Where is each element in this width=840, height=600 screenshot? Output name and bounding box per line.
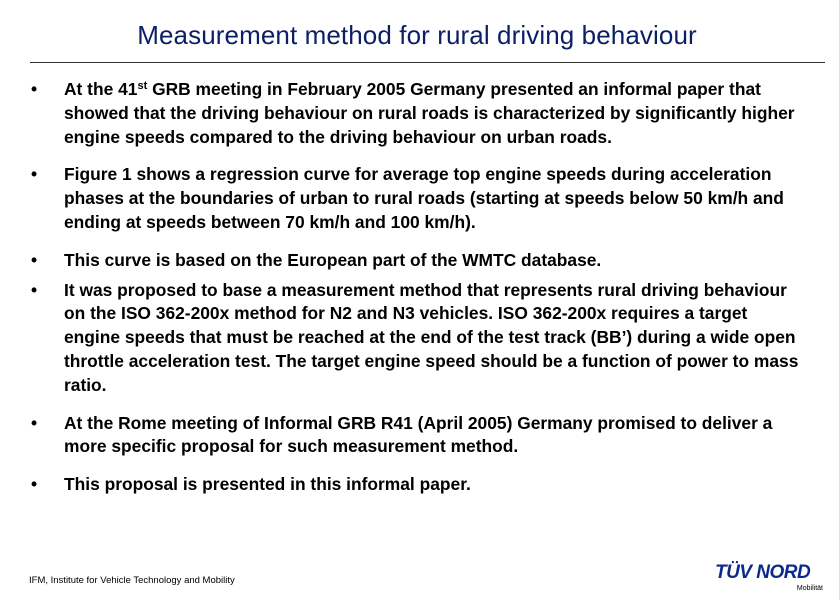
bullet-icon: • bbox=[31, 474, 38, 495]
bullet-text-1-superscript: st bbox=[137, 80, 148, 92]
bullet-text-1-pre: At the 41 bbox=[64, 79, 138, 99]
bullet-item-4 bbox=[31, 279, 803, 398]
logo-wordmark: TÜV NORD bbox=[715, 562, 811, 583]
bullet-text-5: At the Rome meeting of Informal GRB R41 (April 2005) Germany promised to deliver a more specific proposal for such measurement method. bbox=[64, 412, 773, 457]
bullet-icon: • bbox=[31, 79, 38, 99]
bullet-icon: • bbox=[31, 412, 38, 433]
slide-title: Measurement method for rural driving behaviour bbox=[137, 20, 697, 50]
bullet-text-4: It was proposed to base a measurement method that represents rural driving behaviour on the ISO 362-200x method for N2 and N3 vehicles. ISO 362-200x requires a target engine speeds that must be reached at the end of the test track (BB’) during a wide open throttle acceleration test. The target engine speed should be a function of power to mass ratio. bbox=[64, 279, 799, 395]
bullet-text-3: This curve is based on the European part of the WMTC database. bbox=[64, 249, 602, 270]
bullet-text-1-post: GRB meeting in February 2005 Germany presented an informal paper that showed that the driving behaviour on rural roads is characterized by significantly higher engine speeds compared to the driving behaviour on urban roads. bbox=[64, 79, 795, 147]
bullet-item-1 bbox=[31, 78, 803, 149]
bullet-item-6 bbox=[31, 473, 803, 497]
bullet-item-2 bbox=[31, 163, 803, 234]
bullet-item-5 bbox=[31, 412, 803, 460]
logo-subtitle: Mobilität bbox=[796, 585, 823, 592]
bullet-text-2: Figure 1 shows a regression curve for average top engine speeds during acceleration phases at the boundaries of urban to rural roads (starting at speeds below 50 km/h and ending at speeds between 70 km/h and 100 km/h). bbox=[64, 164, 784, 232]
bullet-icon: • bbox=[31, 279, 38, 300]
footer-institute: IFM, Institute for Vehicle Technology and Mobility bbox=[29, 575, 235, 586]
title-divider bbox=[30, 62, 825, 63]
tuv-nord-logo bbox=[715, 562, 827, 594]
bullet-icon: • bbox=[31, 164, 38, 185]
bullet-item-3 bbox=[31, 249, 803, 273]
bullet-icon: • bbox=[31, 249, 38, 270]
bullet-list bbox=[31, 78, 803, 511]
bullet-text-6: This proposal is presented in this informal paper. bbox=[64, 474, 471, 495]
